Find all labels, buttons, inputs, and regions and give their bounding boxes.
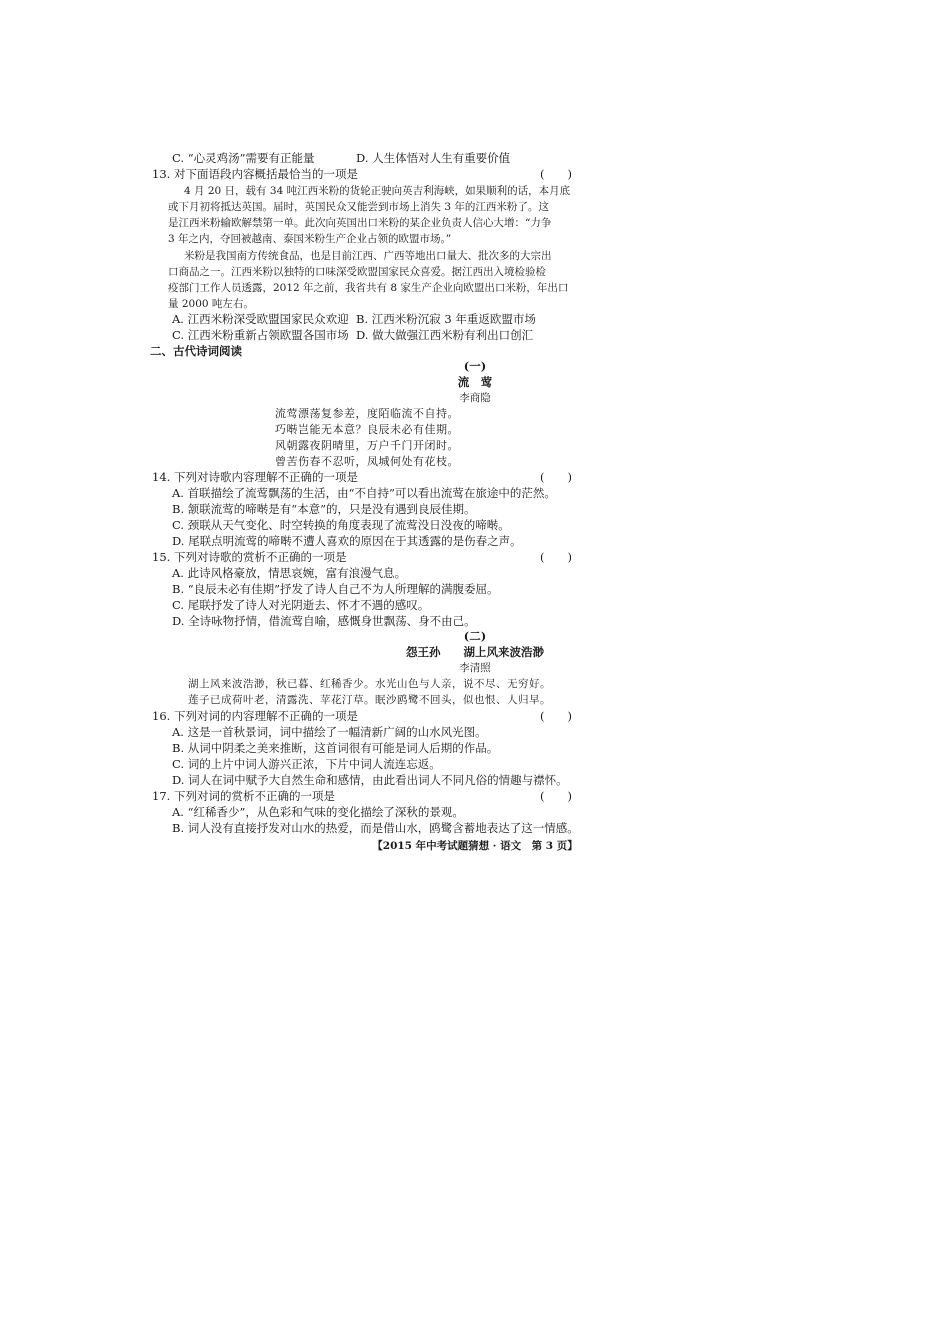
q15-option-d: D. 全诗咏物抒情，借流莺自喻，感慨身世飘荡、身不由己。	[172, 614, 476, 628]
poem1-line4: 曾苦伤春不忍听，凤城何处有花枝。	[275, 455, 459, 468]
q13-para1-line3: 是江西米粉输欧解禁第一单。此次向英国出口米粉的某企业负责人信心大增：“力争	[168, 217, 552, 229]
q13-para1-line1: 4 月 20 日，载有 34 吨江西米粉的货轮正驶向英吉利海峡，如果顺利的话，本月底	[184, 185, 571, 197]
answer-paren-14: ( )	[540, 470, 572, 484]
q17-option-b: B. 词人没有直接抒发对山水的热爱，而是借山水，鸥鹭含蓄地表达了这一情感。	[172, 821, 579, 835]
q14-option-b: B. 颔联流莺的啼啭是有“本意”的，只是没有遇到良辰佳期。	[172, 502, 476, 516]
answer-paren-15: ( )	[540, 550, 572, 564]
q16-option-d: D. 词人在词中赋予大自然生命和感情，由此看出词人不同凡俗的情趣与襟怀。	[172, 773, 568, 787]
q13-para1-line4: 3 年之内，夺回被越南、泰国米粉生产企业占领的欧盟市场。”	[168, 233, 452, 245]
q13-para1-line2: 或下月初将抵达英国。届时，英国民众又能尝到市场上消失 3 年的江西米粉了。这	[168, 201, 549, 213]
question-15-stem: 15. 下列对诗歌的赏析不正确的一项是	[152, 550, 347, 564]
q16-option-c: C. 词的上片中词人游兴正浓，下片中词人流连忘返。	[172, 757, 441, 771]
poem1-line2: 巧啭岂能无本意？良辰未必有佳期。	[275, 423, 459, 436]
poem1-number: (一)	[463, 359, 487, 373]
page-footer: 【2015 年中考试题猜想 · 语文 第 3 页】	[372, 840, 578, 852]
q14-option-a: A. 首联描绘了流莺飘荡的生活，由“不自持”可以看出流莺在旅途中的茫然。	[172, 486, 556, 500]
q14-option-c: C. 颈联从天气变化、时空转换的角度表现了流莺没日没夜的啼啭。	[172, 518, 510, 532]
question-14-stem: 14. 下列对诗歌内容理解不正确的一项是	[152, 470, 358, 484]
option-c: C. “心灵鸡汤”需要有正能量	[172, 151, 315, 165]
poem1-line1: 流莺漂荡复参差，度陌临流不自持。	[275, 407, 459, 420]
q15-option-b: B. “良辰未必有佳期”抒发了诗人自己不为人所理解的满腹委屈。	[172, 582, 499, 596]
answer-paren-17: ( )	[540, 789, 572, 803]
option-d: D. 人生体悟对人生有重要价值	[356, 151, 511, 165]
answer-paren-16: ( )	[540, 709, 572, 723]
poem1-author: 李商隐	[459, 392, 491, 404]
q14-option-d: D. 尾联点明流莺的啼啭不遭人喜欢的原因在于其透露的是伤春之声。	[172, 534, 522, 548]
q13-para2-line2: 口商品之一。江西米粉以独特的口味深受欧盟国家民众喜爱。据江西出入境检验检	[168, 266, 546, 278]
q15-option-a: A. 此诗风格豪放，情思哀婉，富有浪漫气息。	[172, 566, 407, 580]
question-16-stem: 16. 下列对词的内容理解不正确的一项是	[152, 709, 358, 723]
q13-option-b: B. 江西米粉沉寂 3 年重返欧盟市场	[356, 312, 536, 326]
q13-option-d: D. 做大做强江西米粉有利出口创汇	[356, 328, 534, 342]
section-heading: 二、古代诗词阅读	[150, 344, 242, 358]
poem2-line2: 莲子已成荷叶老，清露洗、苹花汀草。眠沙鸥鹭不回头，似也恨、人归早。	[188, 694, 551, 706]
q15-option-c: C. 尾联抒发了诗人对光阴逝去、怀才不遇的感叹。	[172, 598, 430, 612]
question-17-stem: 17. 下列对词的赏析不正确的一项是	[152, 789, 335, 803]
poem1-line3: 风朝露夜阴晴里，万户千门开闭时。	[275, 439, 459, 452]
q17-option-a: A. “红稀香少”，从色彩和气味的变化描绘了深秋的景观。	[172, 805, 464, 819]
q13-option-a: A. 江西米粉深受欧盟国家民众欢迎	[172, 312, 349, 326]
q13-para2-line3: 疫部门工作人员透露，2012 年之前，我省共有 8 家生产企业向欧盟出口米粉，年出口	[168, 282, 569, 294]
poem2-author: 李清照	[459, 662, 491, 674]
q16-option-b: B. 从词中阴柔之美来推断，这首词很有可能是词人后期的作品。	[172, 741, 499, 755]
poem2-line1: 湖上风来波浩渺，秋已暮、红稀香少。水光山色与人亲，说不尽、无穷好。	[188, 678, 551, 690]
q13-para2-line1: 米粉是我国南方传统食品，也是目前江西、广西等地出口量大、批次多的大宗出	[184, 250, 552, 262]
q16-option-a: A. 这是一首秋景词，词中描绘了一幅清新广阔的山水风光图。	[172, 725, 487, 739]
answer-paren-13: ( )	[540, 167, 572, 181]
question-13-stem: 13. 对下面语段内容概括最恰当的一项是	[152, 167, 358, 181]
poem1-title: 流 莺	[457, 375, 493, 389]
poem2-number: (二)	[463, 629, 487, 643]
poem2-title: 怨王孙 湖上风来波浩渺	[406, 645, 544, 659]
q13-option-c: C. 江西米粉重新占领欧盟各国市场	[172, 328, 349, 342]
q13-para2-line4: 量 2000 吨左右。	[168, 298, 254, 310]
